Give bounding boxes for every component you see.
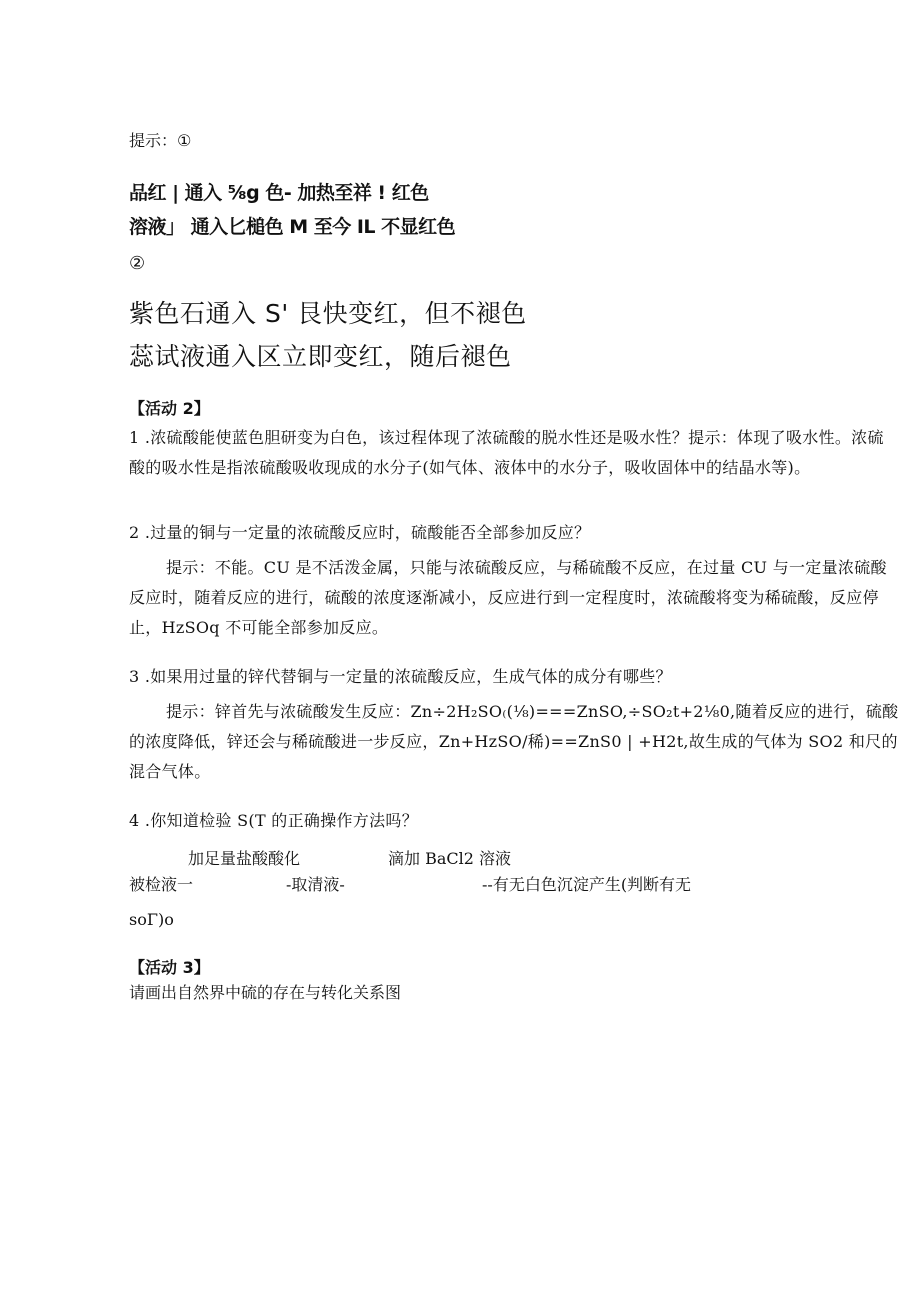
- sequence-step2-reagent: 滴加 BaCl2 溶液: [388, 849, 512, 868]
- activity-2-heading: 【活动 2】: [129, 399, 210, 418]
- sequence-step1-reagent: 加足量盐酸酸化: [188, 849, 301, 868]
- litmus-line-1: 紫色石通入 S' 艮快变红，但不褪色: [129, 299, 527, 328]
- sequence-end: --有无白色沉淀产生(判断有无: [482, 875, 692, 894]
- litmus-line-2: 蕊试液通入区立即变红，随后褪色: [129, 342, 512, 371]
- hint-label-2: ②: [129, 253, 146, 274]
- question-3: 3 .如果用过量的锌代替铜与一定量的浓硫酸反应，生成气体的成分有哪些？: [129, 667, 672, 686]
- sequence-tail: soΓ)o: [129, 910, 174, 929]
- question-1: 1 .浓硫酸能使蓝色胆研变为白色，该过程体现了浓硫酸的脱水性还是吸水性？提示：体现了吸水性。浓硫酸的吸水性是指浓硫酸吸收现成的水分子(如气体、液体中的水分子，吸收固体中的结晶水等)。: [129, 428, 884, 477]
- answer-3: 提示：锌首先与浓硫酸发生反应：Zn÷2H₂SO₍(⅛)===ZnSO,÷SO₂t+2⅛0,随着反应的进行，硫酸的浓度降低，锌还会与稀硫酸进一步反应，Zn+HzSO/稀)==ZnS0 | +H2t,故生成的气体为 SO2 和尺的混合气体。: [129, 702, 899, 781]
- answer-2: 提示：不能。CU 是不活泼金属，只能与浓硫酸反应，与稀硫酸不反应，在过量 CU 与一定量浓硫酸反应时，随着反应的进行，硫酸的浓度逐渐减小，反应进行到一定程度时，浓硫酸将变为稀硫酸，反应停止，HzSOq 不可能全部参加反应。: [129, 558, 887, 637]
- activity-3-heading: 【活动 3】: [129, 958, 210, 977]
- so2-magenta-line-1: 品红 | 通入 ⁵⁄₈g 色- 加热至祥 ! 红色: [129, 182, 429, 204]
- question-2: 2 .过量的铜与一定量的浓硫酸反应时，硫酸能否全部参加反应？: [129, 523, 591, 542]
- sequence-start: 被检液一: [129, 875, 194, 894]
- hint-label-1: 提示：①: [129, 131, 192, 150]
- question-4: 4 .你知道检验 S(T 的正确操作方法吗？: [129, 811, 418, 830]
- sequence-middle: -取清液-: [286, 875, 345, 894]
- so2-magenta-line-2: 溶液」 通入匕槌色 M 至今 IL 不显红色: [129, 216, 456, 238]
- activity-3-text: 请画出自然界中硫的存在与转化关系图: [129, 983, 402, 1002]
